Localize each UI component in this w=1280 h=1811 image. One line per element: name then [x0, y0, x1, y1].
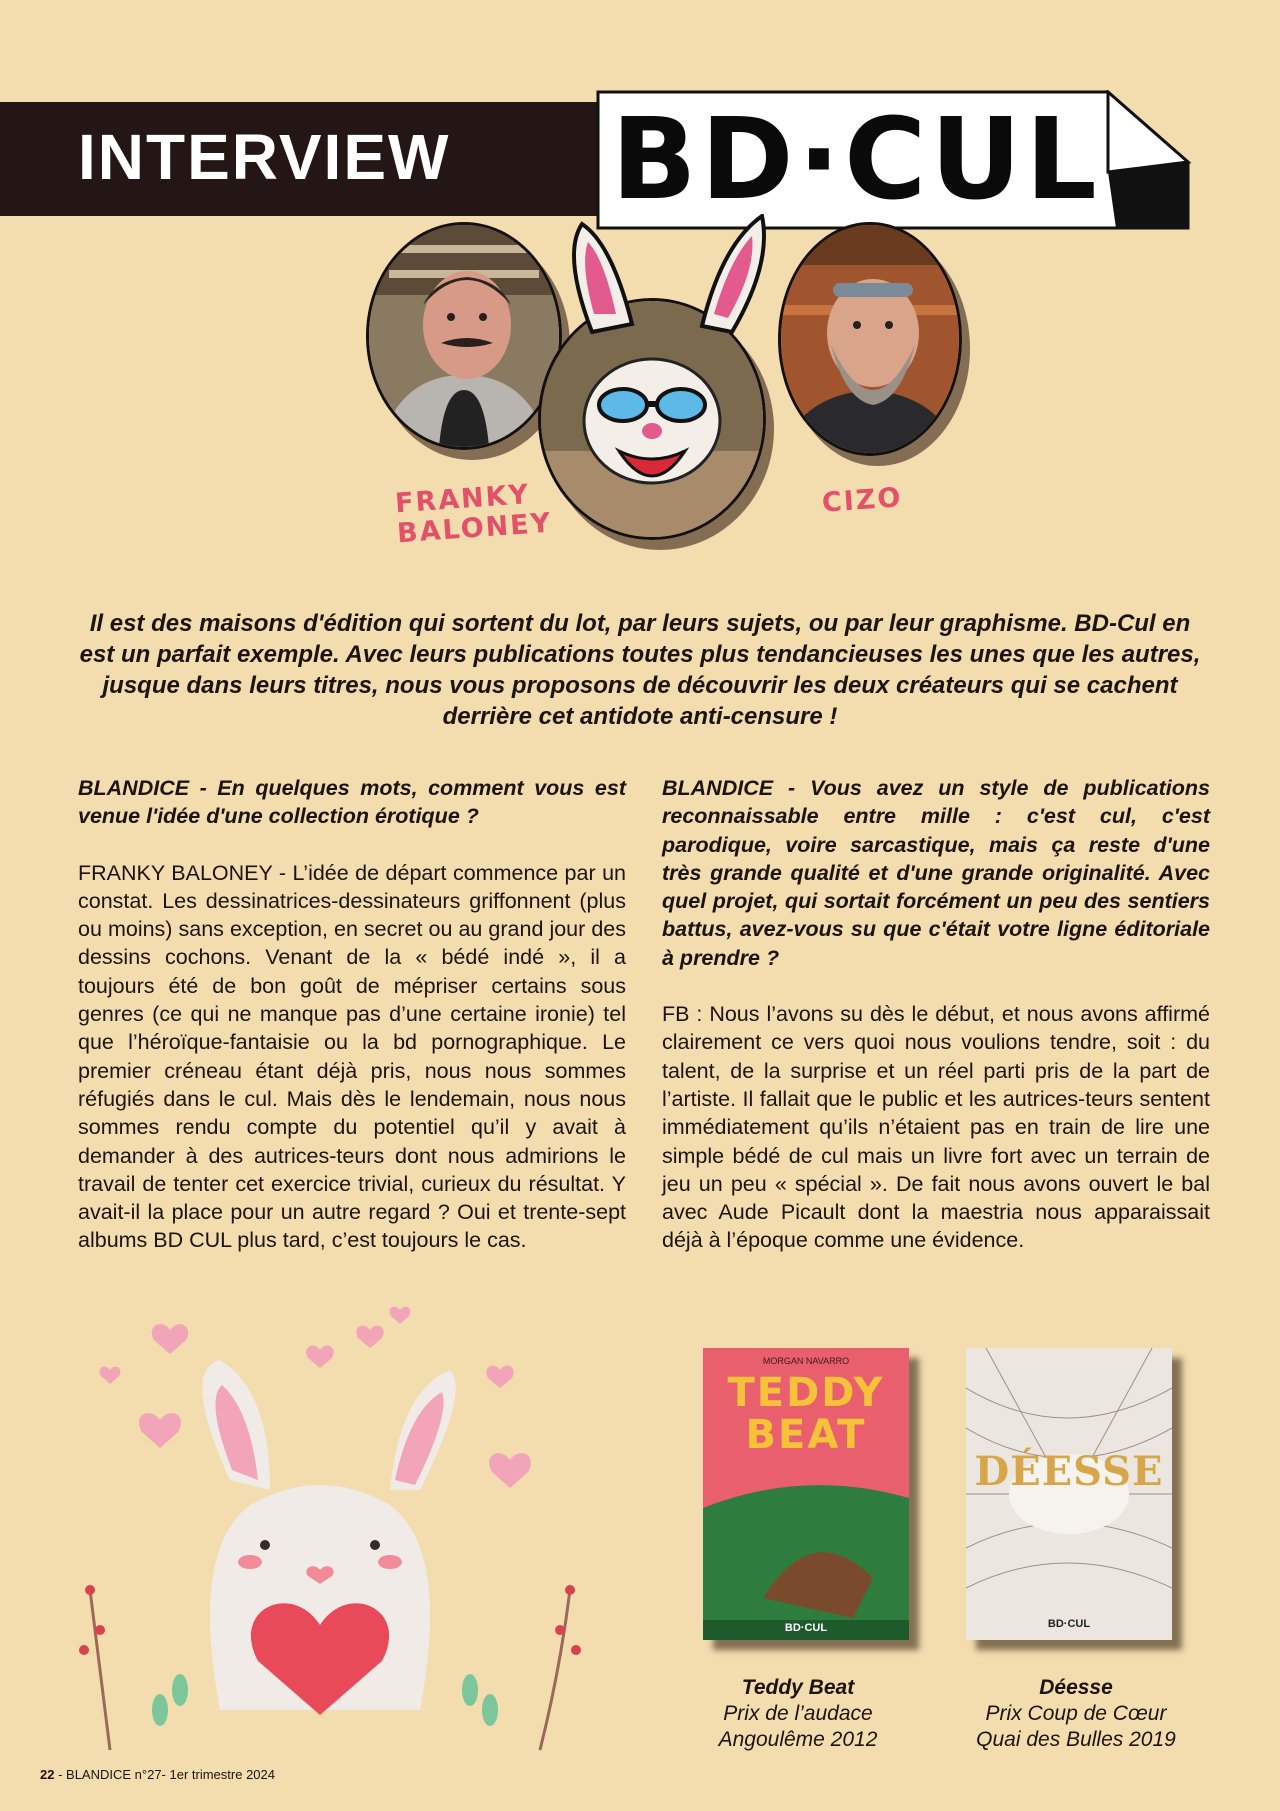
portrait-cizo: [778, 222, 962, 456]
rabbit-mascot-image: [541, 301, 763, 537]
book-title: Déesse: [1039, 1676, 1113, 1699]
book-event: Quai des Bulles 2019: [976, 1728, 1176, 1751]
book-cover-teddy-beat: [703, 1348, 909, 1640]
book-award: Prix Coup de Cœur: [985, 1702, 1167, 1725]
book-title: Teddy Beat: [741, 1676, 855, 1699]
footer-text: - BLANDICE n°27- 1er trimestre 2024: [58, 1767, 275, 1782]
book-caption-teddy-beat: [668, 1675, 928, 1753]
cover-author: MORGAN NAVARRO: [762, 1356, 850, 1366]
rabbit-mascot-medallion: [538, 298, 766, 540]
bd-cul-logo: [596, 90, 1192, 230]
page-number: 22: [40, 1767, 55, 1782]
name-label-franky-baloney: [394, 479, 553, 550]
page-footer: [40, 1767, 275, 1782]
answer-2: FB : Nous l’avons su dès le début, et nous avons affirmé clairement ce vers quoi nous voulions tendre, soit : du talent, de la surprise et un réel parti pris de la part de l’artiste. Il fallait que le public et les autrices-teurs sentent immédiatement qu’ils n’étaient pas en train de lire une simple bédé de cul mais un livre fort avec un terrain de jeu un peu « spécial ». De fait nous avons ouvert le bal avec Aude Picault dont la maestria nous apparaissait déjà à l’époque comme une évidence.: [662, 1002, 1210, 1253]
question-1: BLANDICE - En quelques mots, comment vous est venue l'idée d'une collection érotique ?: [78, 776, 626, 829]
cover-title-line-1: TEDDY: [727, 1370, 885, 1416]
book-event: Angoulême 2012: [718, 1728, 878, 1751]
cover-publisher: BD·CUL: [1047, 1618, 1091, 1630]
portrait-franky-baloney: [366, 222, 562, 450]
right-column: [662, 774, 1210, 1283]
portrait-cizo-image: [781, 225, 959, 453]
cover-title-line-2: BEAT: [745, 1412, 867, 1458]
answer-1: FRANKY BALONEY - L’idée de départ commence par un constat. Les dessinatrices-dessinateurs griffonnent (plus ou moins) sans exception, en secret ou au grand jour des dessins cochons. Venant de la « bédé indé », il a toujours été de bon goût de mépriser certains sous genres (ce qui ne manque pas d’une certaine ironie) tel que l’héroïque-fantaisie ou la bd pornographique. Le premier créneau étant déjà pris, nous nous sommes réfugiés dans le cul. Mais dès le lendemain, nous nous sommes rendu compte du potentiel qu’il y avait à demander à des autrices-teurs dont nous admirions le travail de tenter cet exercice trivial, curieux du résultat. Y avait-il la place pour un autre regard ? Oui et trente-sept albums BD CUL plus tard, c’est toujours le cas.: [78, 860, 626, 1253]
page-title: INTERVIEW: [78, 121, 451, 193]
cover-publisher: BD·CUL: [784, 1622, 828, 1634]
name-line-1: FRANKY: [394, 479, 532, 520]
portrait-franky-image: [369, 225, 559, 447]
book-cover-deesse: [966, 1348, 1172, 1640]
left-column: [78, 774, 626, 1283]
name-line-2: BALONEY: [396, 507, 554, 550]
book-award: Prix de l’audace: [723, 1702, 873, 1725]
intro-paragraph: Il est des maisons d'édition qui sortent du lot, par leurs sujets, ou par leur graphisme. BD-Cul en est un parfait exemple. Avec leurs publications toutes plus tendancieuses les unes que les autres, jusque dans leurs titres, nous vous proposons de découvrir les deux créateurs qui se cachent derrière cet antidote anti-censure !: [79, 610, 1201, 730]
cover-title: DÉESSE: [974, 1448, 1164, 1495]
question-2: BLANDICE - Vous avez un style de publications reconnaissable entre mille : c'est cul, c'est parodique, voire sarcastique, mais ça reste d'une très grande qualité et d'une grande originalité. Avec quel projet, qui sortait forcément un peu des sentiers battus, avez-vous su que c'était votre ligne éditoriale à prendre ?: [662, 776, 1210, 970]
logo-text: BD·CUL: [611, 95, 1101, 225]
bunny-heart-illustration: [70, 1290, 610, 1760]
rabbit-ears-icon: [552, 214, 782, 334]
book-caption-deesse: [946, 1675, 1206, 1753]
name-label-cizo: CIZO: [820, 482, 904, 519]
hearts-icon: [100, 1307, 531, 1488]
